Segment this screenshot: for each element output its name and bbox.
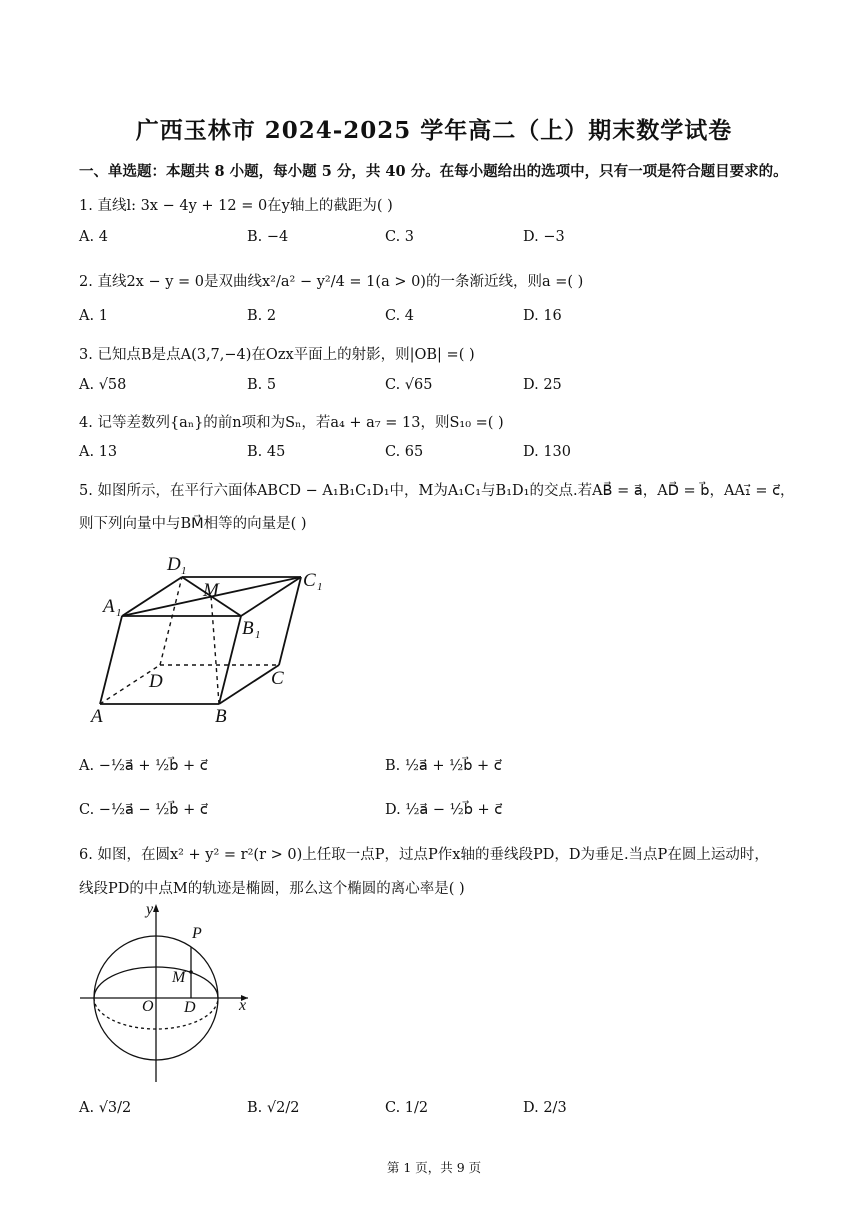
- q5-option-c: C. −½a⃗ − ½b⃗ + c⃗: [79, 802, 208, 818]
- q4-option-d: D. 130: [523, 444, 572, 460]
- q5-option-b: B. ½a⃗ + ½b⃗ + c⃗: [385, 758, 502, 774]
- q2-option-a: A. 1: [79, 308, 108, 324]
- label-a: A: [91, 706, 103, 727]
- parallelepiped-figure: [85, 548, 345, 730]
- q5-option-d: D. ½a⃗ − ½b⃗ + c⃗: [385, 802, 503, 818]
- label-d1-sub: 1: [181, 565, 187, 577]
- question-3-stem: 3. 已知点B是点A(3,7,−4)在Ozx平面上的射影，则|OB| =( ): [79, 347, 475, 363]
- q2-option-c: C. 4: [385, 308, 415, 324]
- label-c: C: [271, 668, 284, 689]
- q1-option-b: B. −4: [247, 229, 289, 245]
- question-1-stem: 1. 直线l: 3x − 4y + 12 = 0在y轴上的截距为( ): [79, 198, 393, 214]
- page-footer: 第 1 页，共 9 页: [386, 1160, 482, 1175]
- section-heading: 一、单选题：本题共 8 小题，每小题 5 分，共 40 分。在每小题给出的选项中，只有一项是符合题目要求的。: [79, 163, 788, 180]
- label-m-ellipse: M: [172, 969, 186, 986]
- label-c1: C: [303, 570, 316, 591]
- question-5-stem-line2: 则下列向量中与BM⃗相等的向量是( ): [79, 516, 307, 532]
- q6-option-d: D. 2/3: [523, 1100, 567, 1116]
- label-p: P: [192, 925, 202, 942]
- question-6-stem-line2: 线段PD的中点M的轨迹是椭圆，那么这个椭圆的离心率是( ): [79, 881, 465, 897]
- label-d1: D: [167, 554, 181, 575]
- label-b1-sub: 1: [255, 629, 261, 641]
- q6-option-b: B. √2/2: [247, 1100, 300, 1116]
- q1-option-d: D. −3: [523, 229, 565, 245]
- q4-option-b: B. 45: [247, 444, 286, 460]
- q1-option-a: A. 4: [79, 229, 108, 245]
- label-a1: A: [103, 596, 115, 617]
- label-a1-sub: 1: [116, 607, 122, 619]
- label-m: M: [203, 580, 219, 601]
- label-b: B: [215, 706, 227, 727]
- q5-option-a: A. −½a⃗ + ½b⃗ + c⃗: [79, 758, 208, 774]
- circle-ellipse-figure: [76, 898, 266, 1084]
- q3-option-b: B. 5: [247, 377, 277, 393]
- question-2-stem: 2. 直线2x − y = 0是双曲线x²/a² − y²/4 = 1(a > 0)的一条渐近线，则a =( ): [79, 274, 584, 290]
- page-title: 广西玉林市 2024-2025 学年高二（上）期末数学试卷: [135, 117, 733, 144]
- label-d: D: [149, 671, 163, 692]
- q2-option-b: B. 2: [247, 308, 277, 324]
- question-5-stem-line1: 5. 如图所示，在平行六面体ABCD − A₁B₁C₁D₁中，M为A₁C₁与B₁D₁的交点.若AB⃗ = a⃗，AD⃗ = b⃗，AA₁⃗ = c⃗，: [79, 483, 795, 499]
- q4-option-a: A. 13: [79, 444, 118, 460]
- q6-option-c: C. 1/2: [385, 1100, 429, 1116]
- q3-option-d: D. 25: [523, 377, 562, 393]
- label-c1-sub: 1: [317, 581, 323, 593]
- axis-label-x: x: [239, 997, 247, 1014]
- axis-label-y: y: [146, 901, 154, 918]
- q4-option-c: C. 65: [385, 444, 424, 460]
- label-b1: B: [242, 618, 254, 639]
- q2-option-d: D. 16: [523, 308, 562, 324]
- question-6-stem-line1: 6. 如图，在圆x² + y² = r²(r > 0)上任取一点P，过点P作x轴的垂线段PD，D为垂足.当点P在圆上运动时，: [79, 847, 769, 863]
- q6-option-a: A. √3/2: [79, 1100, 132, 1116]
- label-d-foot: D: [184, 999, 196, 1016]
- label-o: O: [142, 998, 154, 1015]
- q1-option-c: C. 3: [385, 229, 415, 245]
- q3-option-a: A. √58: [79, 377, 127, 393]
- question-4-stem: 4. 记等差数列{aₙ}的前n项和为Sₙ，若a₄ + a₇ = 13，则S₁₀ =( ): [79, 415, 504, 431]
- q3-option-c: C. √65: [385, 377, 433, 393]
